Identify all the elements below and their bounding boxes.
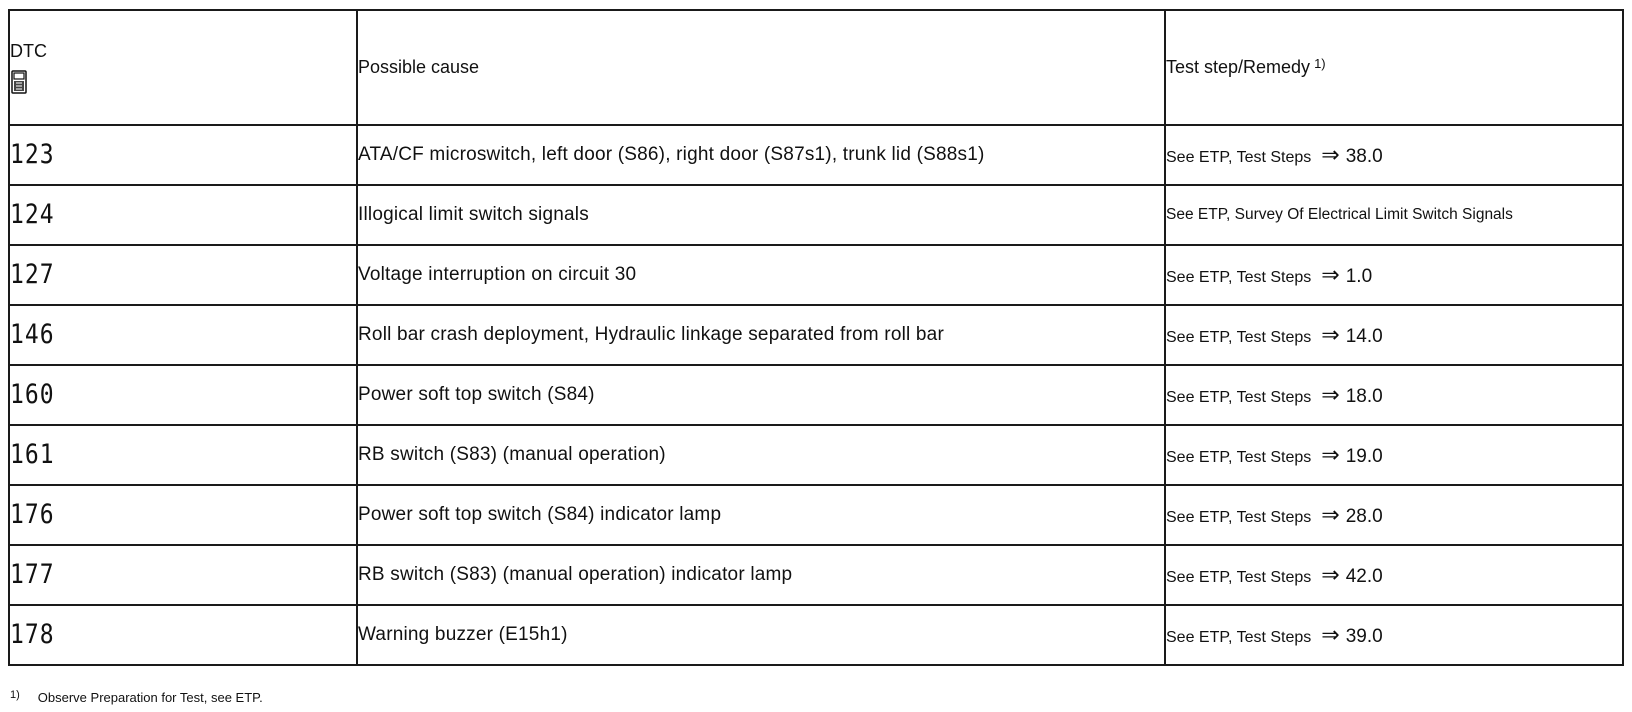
arrow-right-icon: ⇒ — [1321, 142, 1340, 167]
arrow-right-icon: ⇒ — [1321, 442, 1340, 467]
dtc-code: 177 — [9, 541, 357, 610]
dtc-code: 161 — [9, 421, 357, 490]
remedy-text: See ETP, Test Steps — [1166, 509, 1312, 526]
test-step-number: 14.0 — [1345, 326, 1383, 347]
test-step-number: 42.0 — [1345, 566, 1383, 587]
arrow-right-icon: ⇒ — [1321, 262, 1340, 287]
diagnostic-tester-icon — [11, 70, 27, 94]
possible-cause: Warning buzzer (E15h1) — [357, 605, 1165, 665]
remedy-text: See ETP, Test Steps — [1166, 389, 1312, 406]
table-row — [9, 245, 1623, 305]
possible-cause: Voltage interruption on circuit 30 — [357, 245, 1165, 305]
arrow-right-icon: ⇒ — [1321, 382, 1340, 407]
footnote-text: Observe Preparation for Test, see ETP. — [37, 690, 263, 705]
possible-cause: Power soft top switch (S84) — [357, 365, 1165, 425]
table-header-row — [9, 10, 1623, 125]
possible-cause: RB switch (S83) (manual operation) — [357, 425, 1165, 485]
dtc-code: 160 — [9, 361, 357, 430]
arrow-right-icon: ⇒ — [1321, 622, 1340, 647]
possible-cause: ATA/CF microswitch, left door (S86), right door (S87s1), trunk lid (S88s1) — [357, 125, 1165, 185]
test-step-number: 19.0 — [1345, 446, 1383, 467]
test-step-remedy — [1165, 245, 1623, 305]
possible-cause: Roll bar crash deployment, Hydraulic linkage separated from roll bar — [357, 305, 1165, 365]
test-step-remedy — [1165, 365, 1623, 425]
test-step-remedy — [1165, 425, 1623, 485]
table-row — [9, 485, 1623, 545]
table-row — [9, 545, 1623, 605]
dtc-code: 127 — [9, 241, 357, 310]
footnote — [10, 690, 263, 705]
header-dtc — [9, 10, 357, 125]
test-step-number: 39.0 — [1345, 626, 1383, 647]
table-row — [9, 125, 1623, 185]
remedy-text: See ETP, Survey Of Electrical Limit Switch Signals — [1166, 206, 1513, 223]
test-step-remedy — [1165, 485, 1623, 545]
table-row — [9, 185, 1623, 245]
test-step-number: 1.0 — [1345, 266, 1373, 287]
header-remedy-footnote-ref: 1) — [1314, 56, 1326, 71]
dtc-code: 124 — [9, 181, 357, 250]
header-remedy — [1165, 10, 1623, 125]
test-step-remedy — [1165, 125, 1623, 185]
table-row — [9, 425, 1623, 485]
remedy-text: See ETP, Test Steps — [1166, 569, 1312, 586]
arrow-right-icon: ⇒ — [1321, 502, 1340, 527]
test-step-number: 28.0 — [1345, 506, 1383, 527]
remedy-text: See ETP, Test Steps — [1166, 149, 1312, 166]
header-remedy-label: Test step/Remedy — [1166, 57, 1311, 77]
header-cause-label: Possible cause — [358, 57, 480, 77]
table-row — [9, 305, 1623, 365]
table-row — [9, 365, 1623, 425]
dtc-code: 123 — [9, 121, 357, 190]
dtc-code: 176 — [9, 481, 357, 550]
test-step-remedy — [1165, 545, 1623, 605]
table-row — [9, 605, 1623, 665]
remedy-text: See ETP, Test Steps — [1166, 449, 1312, 466]
header-cause — [357, 10, 1165, 125]
possible-cause: Power soft top switch (S84) indicator lamp — [357, 485, 1165, 545]
remedy-text: See ETP, Test Steps — [1166, 329, 1312, 346]
possible-cause: Illogical limit switch signals — [357, 185, 1165, 245]
arrow-right-icon: ⇒ — [1321, 562, 1340, 587]
remedy-text: See ETP, Test Steps — [1166, 629, 1312, 646]
dtc-table — [8, 9, 1624, 666]
arrow-right-icon: ⇒ — [1321, 322, 1340, 347]
test-step-remedy — [1165, 605, 1623, 665]
remedy-text: See ETP, Test Steps — [1166, 269, 1312, 286]
test-step-number: 38.0 — [1345, 146, 1383, 167]
dtc-code: 178 — [9, 601, 357, 670]
possible-cause: RB switch (S83) (manual operation) indicator lamp — [357, 545, 1165, 605]
dtc-code: 146 — [9, 301, 357, 370]
header-dtc-label: DTC — [10, 41, 47, 61]
test-step-remedy — [1165, 305, 1623, 365]
footnote-mark: 1) — [10, 689, 20, 701]
test-step-remedy — [1165, 185, 1623, 245]
test-step-number: 18.0 — [1345, 386, 1383, 407]
